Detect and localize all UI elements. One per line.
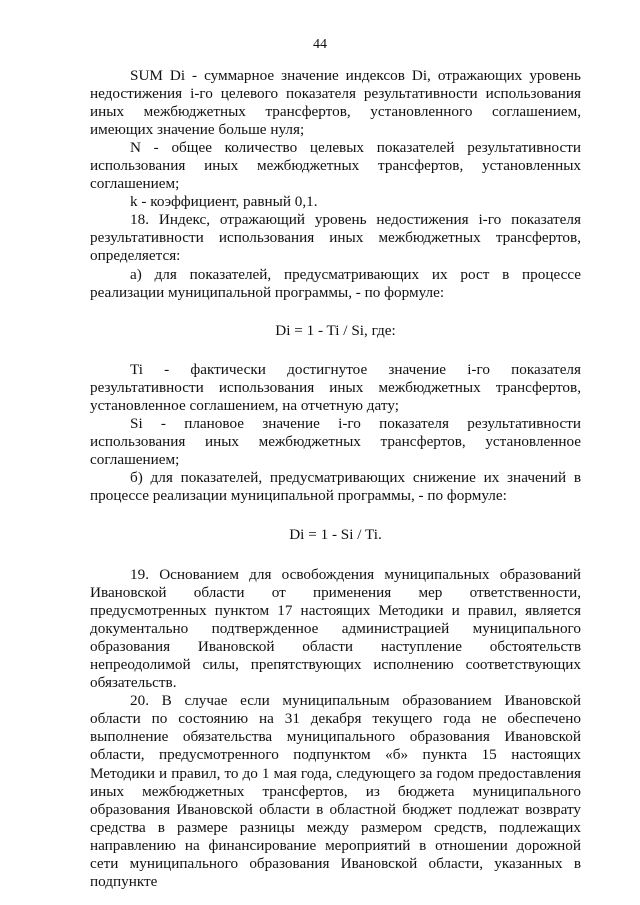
paragraph-si-definition: Si - плановое значение i-го показателя результативности использования иных межбюджетных трансфертов, установленное соглашением; <box>90 414 581 468</box>
paragraph-subitem-b: б) для показателей, предусматривающих снижение их значений в процессе реализации муниципальной программы, - по формуле: <box>90 468 581 504</box>
paragraph-item-20: 20. В случае если муниципальным образованием Ивановской области по состоянию на 31 декабря текущего года не обеспечено выполнение обязательства муниципального образования Ивановской области, предусмотренного подпунктом «б» пункта 15 настоящих Методики и правил, то до 1 мая года, следующего за годом предоставления иных межбюджетных трансфертов, из бюджета муниципального образования Ивановской области в областной бюджет подлежат возврату средства в размере разницы между размером средств, подлежащих направлению на финансирование мероприятий в отношении дорожной сети муниципального образования Ивановской области, указанных в подпункте <box>90 692 581 890</box>
paragraph-ti-definition: Ti - фактически достигнутое значение i-го показателя результативности использования иных межбюджетных трансфертов, установленное соглашением, на отчетную дату; <box>90 360 581 414</box>
document-body <box>90 67 581 891</box>
paragraph-sum-di: SUM Di - суммарное значение индексов Di, отражающих уровень недостижения i-го целевого показателя результативности использования иных межбюджетных трансфертов, установленного соглашением, имеющих значение больше нуля; <box>90 67 581 139</box>
formula-decrease: Di = 1 - Si / Ti. <box>289 525 382 543</box>
paragraph-item-18: 18. Индекс, отражающий уровень недостижения i-го показателя результативности использования иных межбюджетных трансфертов, определяется: <box>90 211 581 265</box>
formula-growth: Di = 1 - Ti / Si, где: <box>275 321 396 339</box>
page-number: 44 <box>313 37 327 52</box>
paragraph-k-coefficient: k - коэффициент, равный 0,1. <box>130 193 318 211</box>
paragraph-subitem-a: а) для показателей, предусматривающих их рост в процессе реализации муниципальной программы, - по формуле: <box>90 265 581 301</box>
paragraph-n-definition: N - общее количество целевых показателей результативности использования иных межбюджетных трансфертов, установленных соглашением; <box>90 139 581 193</box>
paragraph-item-19: 19. Основанием для освобождения муниципальных образований Ивановской области от применения мер ответственности, предусмотренных пунктом 17 настоящих Методики и правил, является документально подтвержденное администрацией муниципального образования Ивановской области наступление обстоятельств непреодолимой силы, препятствующих исполнению соответствующих обязательств. <box>90 565 581 692</box>
